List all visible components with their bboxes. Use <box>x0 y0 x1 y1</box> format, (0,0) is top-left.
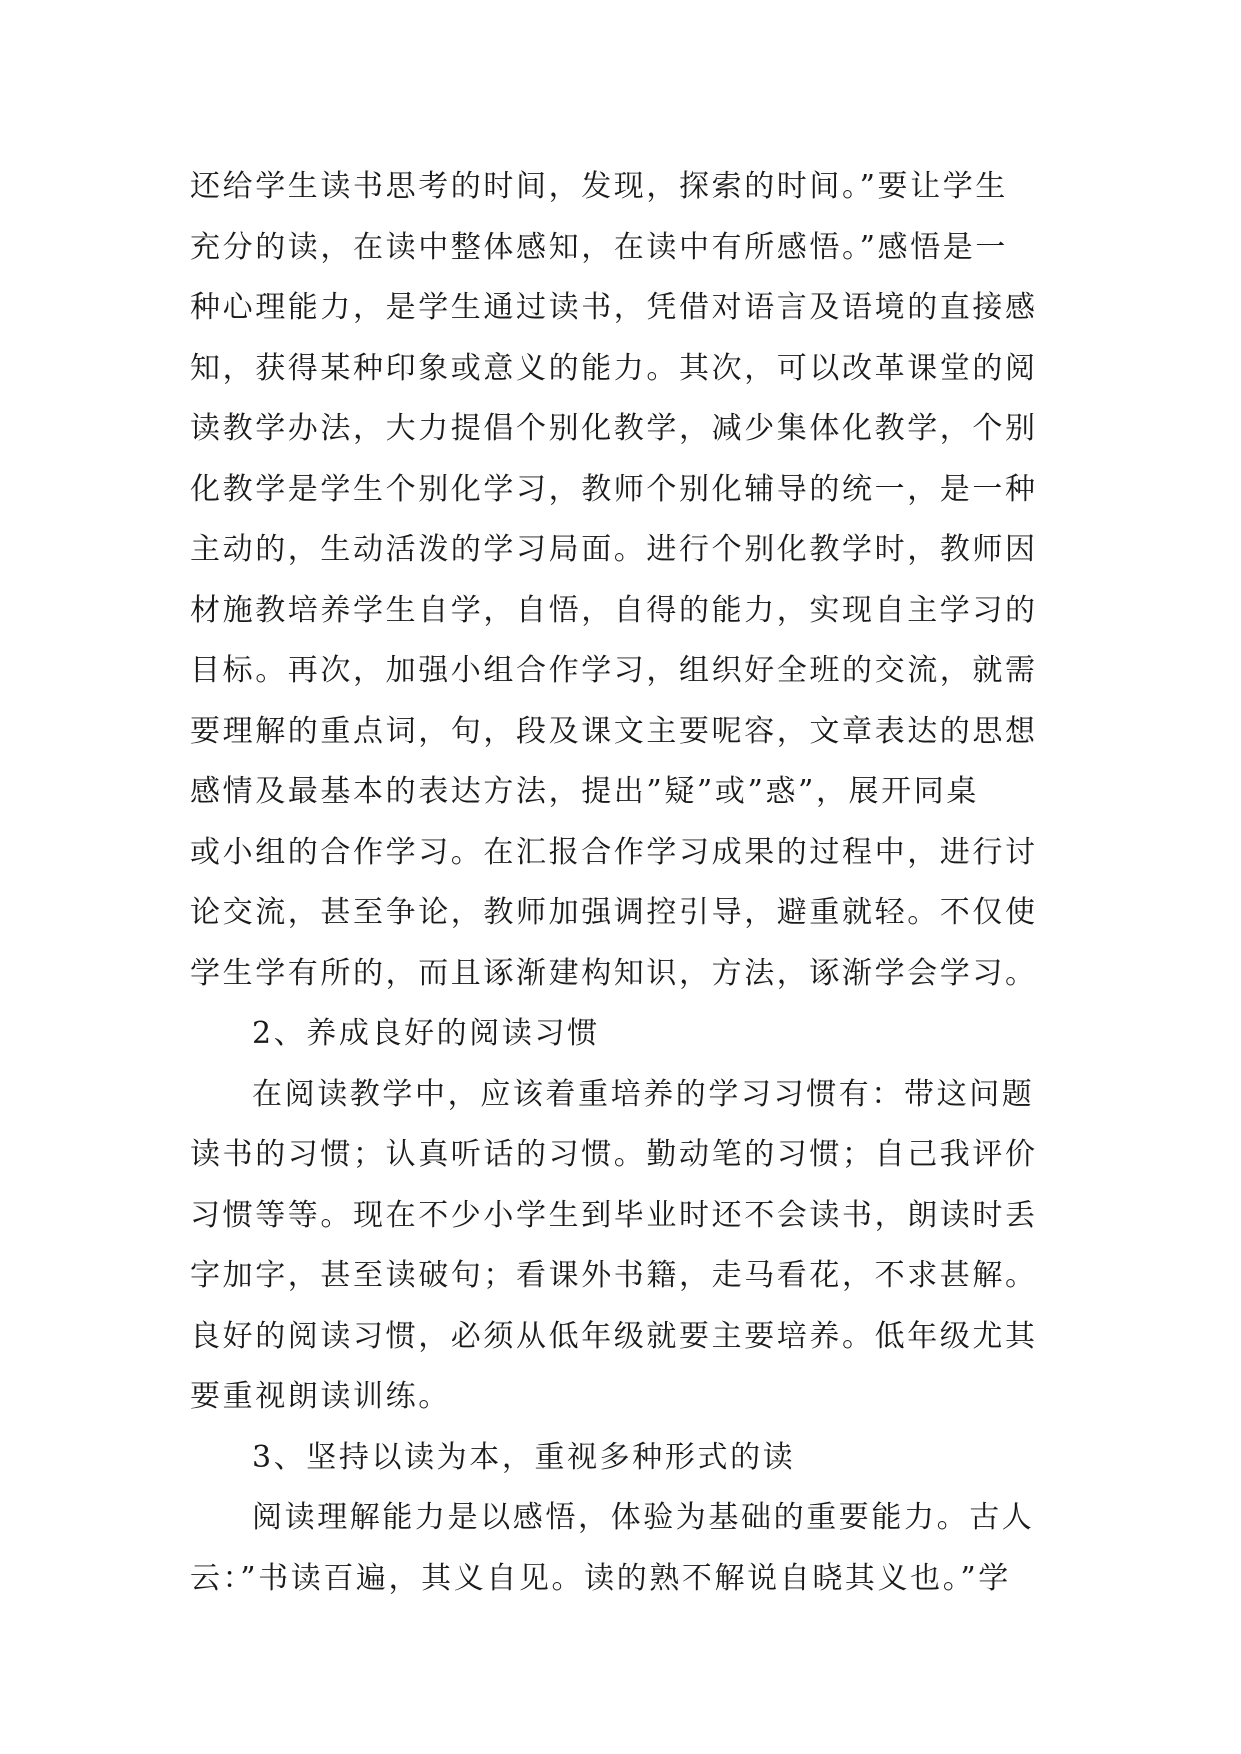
text-line: 知，获得某种印象或意义的能力。其次，可以改革课堂的阅 <box>190 350 1038 386</box>
text-line: 字加字，甚至读破句；看课外书籍，走马看花，不求甚解。 <box>190 1258 1038 1293</box>
text-line: 要重视朗读训练。 <box>190 1379 451 1414</box>
text-line: 主动的，生动活泼的学习局面。进行个别化教学时，教师因 <box>190 532 1038 567</box>
text-line: 良好的阅读习惯，必须从低年级就要主要培养。低年级尤其 <box>190 1318 1038 1354</box>
text-line: 或小组的合作学习。在汇报合作学习成果的过程中，进行讨 <box>190 834 1038 870</box>
text-line: 要理解的重点词，句，段及课文主要呢容，文章表达的思想 <box>190 713 1038 749</box>
text-line: 感情及最基本的表达方法，提出”疑”或”惑”，展开同桌 <box>190 774 979 809</box>
text-line: 目标。再次，加强小组合作学习，组织好全班的交流，就需 <box>190 653 1038 688</box>
text-line: 在阅读教学中，应该着重培养的学习习惯有：带这问题 <box>252 1076 1035 1112</box>
text-line: 种心理能力，是学生通过读书，凭借对语言及语境的直接感 <box>190 290 1038 325</box>
text-line: 还给学生读书思考的时间，发现，探索的时间。”要让学生 <box>190 169 1008 204</box>
text-line: 充分的读，在读中整体感知，在读中有所感悟。”感悟是一 <box>190 229 1008 265</box>
text-line: 材施教培养学生自学，自悟，自得的能力，实现自主学习的 <box>190 592 1038 628</box>
text-line: 论交流，甚至争论，教师加强调控引导，避重就轻。不仅使 <box>190 895 1038 930</box>
document-page <box>190 157 1070 1609</box>
text-line: 化教学是学生个别化学习，教师个别化辅导的统一，是一种 <box>190 471 1038 507</box>
text-line: 读书的习惯；认真听话的习惯。勤动笔的习惯；自己我评价 <box>190 1137 1038 1172</box>
section-heading: 2、养成良好的阅读习惯 <box>252 1016 600 1051</box>
text-line: 读教学办法，大力提倡个别化教学，减少集体化教学，个别 <box>190 411 1038 446</box>
text-line: 阅读理解能力是以感悟，体验为基础的重要能力。古人 <box>252 1500 1035 1535</box>
section-heading: 3、坚持以读为本，重视多种形式的读 <box>252 1439 796 1475</box>
text-line: 习惯等等。现在不少小学生到毕业时还不会读书，朗读时丢 <box>190 1197 1038 1233</box>
text-line: 云：”书读百遍，其义自见。读的熟不解说自晓其义也。”学 <box>190 1560 1011 1596</box>
text-line: 学生学有所的，而且诼渐建构知识，方法，诼渐学会学习。 <box>190 955 1038 991</box>
